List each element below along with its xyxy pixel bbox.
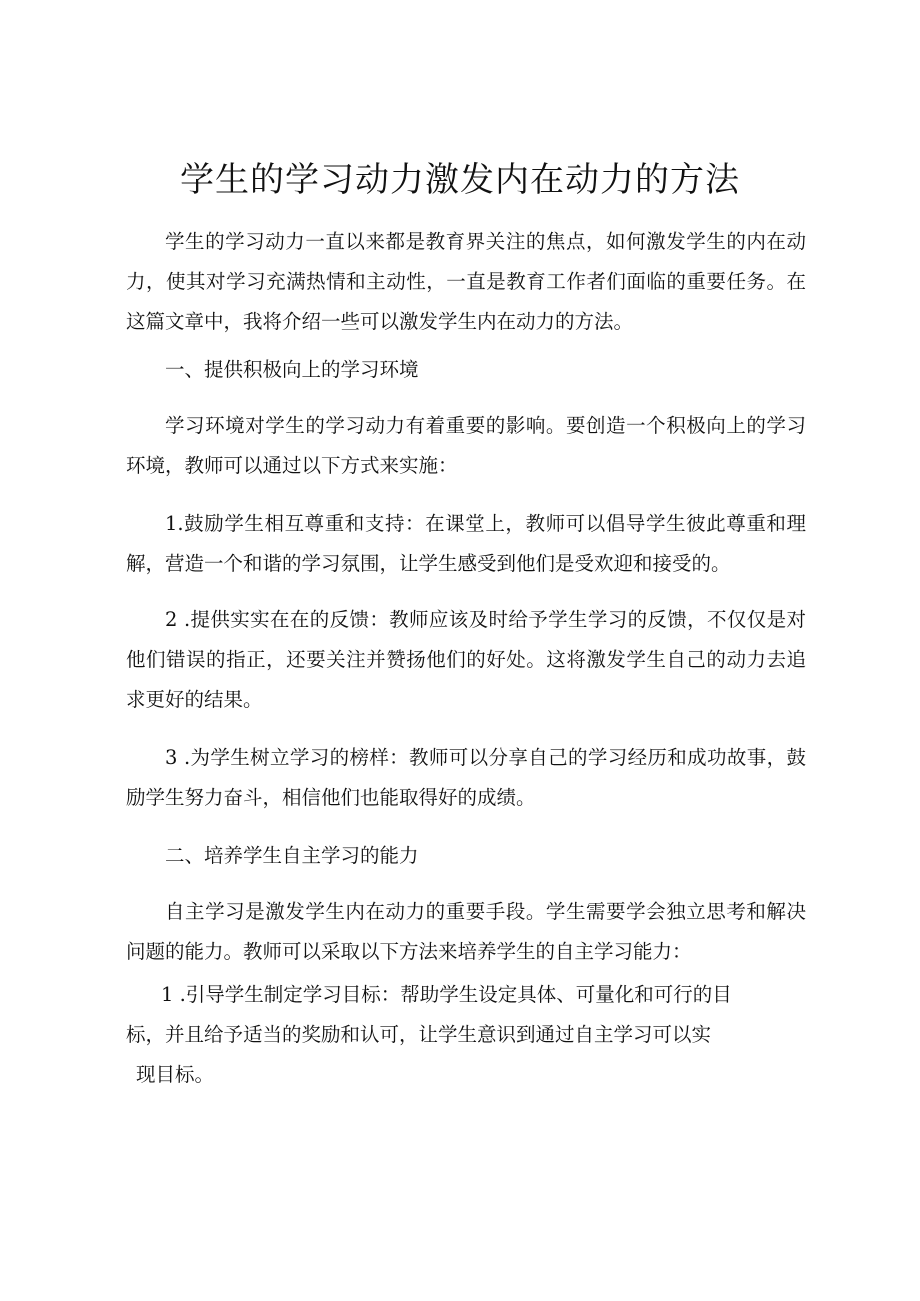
section-1-item-1: 1.鼓励学生相互尊重和支持：在课堂上，教师可以倡导学生彼此尊重和理解，营造一个和谐的学习氛围，让学生感受到他们是受欢迎和接受的。 <box>126 512 806 575</box>
section-2-lead: 自主学习是激发学生内在动力的重要手段。学生需要学会独立思考和解决问题的能力。教师可以采取以下方法来培养学生的自主学习能力： <box>126 900 806 963</box>
section-2-heading: 二、培养学生自主学习的能力 <box>165 844 419 867</box>
section-2-item-1-line-2: 标，并且给予适当的奖励和认可，让学生意识到通过自主学习可以实 <box>126 1023 712 1046</box>
intro-paragraph: 学生的学习动力一直以来都是教育界关注的焦点，如何激发学生的内在动力，使其对学习充满热情和主动性，一直是教育工作者们面临的重要任务。在这篇文章中，我将介绍一些可以激发学生内在动力的方法。 <box>126 230 806 333</box>
section-2-item-1-line-3: 现目标。 <box>136 1063 215 1086</box>
section-2-item-1-line-1: 1 .引导学生制定学习目标：帮助学生设定具体、可量化和可行的目 <box>161 983 732 1006</box>
section-2-item-1 <box>126 975 806 1095</box>
section-1-item-3: 3 .为学生树立学习的榜样：教师可以分享自己的学习经历和成功故事，鼓励学生努力奋斗，相信他们也能取得好的成绩。 <box>126 746 806 809</box>
section-1-lead: 学习环境对学生的学习动力有着重要的影响。要创造一个积极向上的学习环境，教师可以通过以下方式来实施： <box>126 414 806 477</box>
document-title: 学生的学习动力激发内在动力的方法 <box>180 160 740 200</box>
section-1-heading: 一、提供积极向上的学习环境 <box>165 358 419 381</box>
section-1-item-2: 2 .提供实实在在的反馈：教师应该及时给予学生学习的反馈，不仅仅是对他们错误的指正，还要关注并赞扬他们的好处。这将激发学生自己的动力去追求更好的结果。 <box>126 608 806 711</box>
